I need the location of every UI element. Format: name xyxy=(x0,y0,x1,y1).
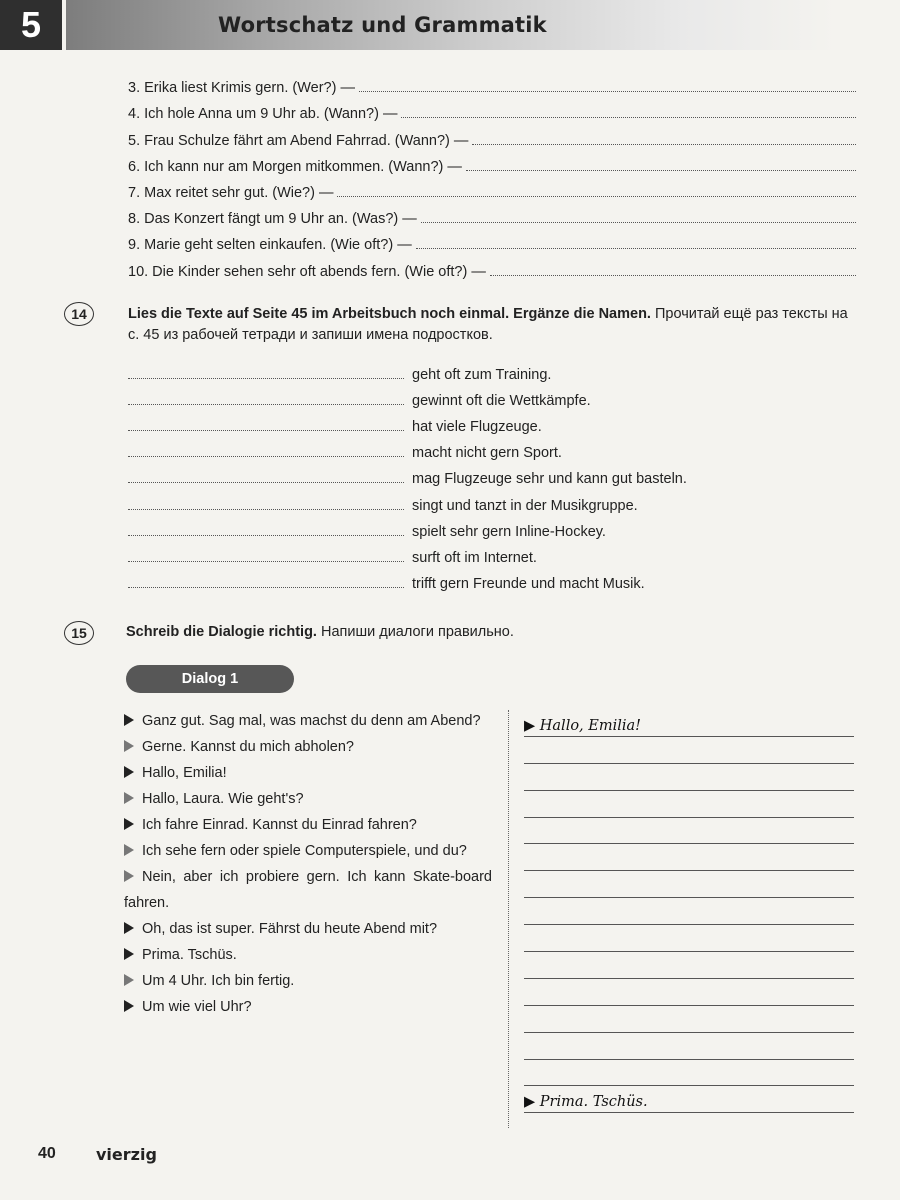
question-text: 4. Ich hole Anna um 9 Uhr ab. (Wann?) — xyxy=(128,106,398,123)
answer-fill-line[interactable] xyxy=(337,196,856,197)
dialog-line xyxy=(124,968,492,994)
name-row xyxy=(128,357,868,383)
answer-write-line[interactable] xyxy=(524,898,854,925)
answer-write-line[interactable] xyxy=(524,979,854,1006)
name-fill-line[interactable] xyxy=(128,482,404,483)
question-text: 8. Das Konzert fängt um 9 Uhr an. (Was?) — xyxy=(128,211,417,228)
name-row xyxy=(128,540,868,566)
dialog-line-text: Ganz gut. Sag mal, was machst du denn am Abend? xyxy=(142,713,481,729)
dialog-line-text: Um 4 Uhr. Ich bin fertig. xyxy=(142,973,295,989)
exercise-13-questions xyxy=(128,70,856,280)
page-header xyxy=(0,0,900,52)
name-row xyxy=(128,461,868,487)
sentence-ending: singt und tanzt in der Musikgruppe. xyxy=(412,497,638,514)
name-fill-line[interactable] xyxy=(128,378,404,379)
question-row xyxy=(128,253,856,279)
question-row xyxy=(128,122,856,148)
dialog-line-text: Hallo, Laura. Wie geht's? xyxy=(142,791,304,807)
speaker-triangle-icon xyxy=(124,740,134,752)
question-text: 9. Marie geht selten einkaufen. (Wie oft?) — xyxy=(128,237,412,254)
answer-write-line[interactable] xyxy=(524,844,854,871)
sentence-ending: gewinnt oft die Wettkämpfe. xyxy=(412,393,591,410)
sentence-ending: macht nicht gern Sport. xyxy=(412,445,562,462)
handwritten-answer: ▶ Prima. Tschüs. xyxy=(524,1094,648,1111)
dialog-line-text: Ich fahre Einrad. Kannst du Einrad fahren? xyxy=(142,817,417,833)
handwritten-answer: ▶ Hallo, Emilia! xyxy=(524,717,641,734)
dialog-1-label: Dialog 1 xyxy=(126,665,294,693)
dialog-line xyxy=(124,942,492,968)
sentence-ending: spielt sehr gern Inline-Hockey. xyxy=(412,523,606,540)
speaker-triangle-icon xyxy=(124,922,134,934)
name-row xyxy=(128,435,868,461)
name-fill-line[interactable] xyxy=(128,456,404,457)
dialog-line-text: Hallo, Emilia! xyxy=(142,765,227,781)
sentence-ending: surft oft im Internet. xyxy=(412,549,537,566)
dialog-line-text: Nein, aber ich probiere gern. Ich kann Skate-board fahren. xyxy=(124,869,492,911)
exercise-14-instruction-de: Lies die Texte auf Seite 45 im Arbeitsbuch noch einmal. Ergänze die Namen. xyxy=(128,306,651,322)
name-fill-line[interactable] xyxy=(128,430,404,431)
answer-write-line[interactable] xyxy=(524,710,854,737)
name-fill-line[interactable] xyxy=(128,404,404,405)
name-fill-line[interactable] xyxy=(128,535,404,536)
sentence-ending: geht oft zum Training. xyxy=(412,367,552,384)
name-row xyxy=(128,409,868,435)
speaker-triangle-icon xyxy=(124,818,134,830)
exercise-14-name-list xyxy=(128,357,868,592)
dialog-1-answer-lines xyxy=(524,710,854,1113)
dialog-line-text: Ich sehe fern oder spiele Computerspiele, und du? xyxy=(142,843,467,859)
exercise-15-instruction-de: Schreib die Dialogie richtig. xyxy=(126,624,317,640)
speaker-triangle-icon xyxy=(124,714,134,726)
exercise-15-instruction xyxy=(126,622,854,643)
sentence-ending: trifft gern Freunde und macht Musik. xyxy=(412,575,645,592)
speaker-triangle-icon xyxy=(124,766,134,778)
name-fill-line[interactable] xyxy=(128,561,404,562)
dialog-line xyxy=(124,760,492,786)
question-text: 7. Max reitet sehr gut. (Wie?) — xyxy=(128,184,334,201)
answer-fill-line[interactable] xyxy=(421,222,856,223)
speaker-triangle-icon xyxy=(124,948,134,960)
exercise-14-instruction xyxy=(128,304,856,346)
name-row xyxy=(128,514,868,540)
exercise-14-instruction-ru: Прочитай ещё раз тексты на с. 45 из рабочей тетради и запиши имена подростков. xyxy=(128,306,848,343)
question-text: 5. Frau Schulze fährt am Abend Fahrrad. (Wann?) — xyxy=(128,132,469,149)
answer-write-line[interactable] xyxy=(524,764,854,791)
question-row xyxy=(128,201,856,227)
dialog-line xyxy=(124,786,492,812)
answer-write-line[interactable] xyxy=(524,1060,854,1087)
speaker-triangle-icon xyxy=(124,974,134,986)
name-row xyxy=(128,487,868,513)
section-title: Wortschatz und Grammatik xyxy=(218,13,547,37)
speaker-triangle-icon xyxy=(124,1000,134,1012)
dialog-line xyxy=(124,994,492,1020)
answer-fill-line[interactable] xyxy=(466,170,856,171)
name-row xyxy=(128,566,868,592)
answer-write-line[interactable] xyxy=(524,818,854,845)
answer-fill-line[interactable] xyxy=(490,275,856,276)
sentence-ending: mag Flugzeuge sehr und kann gut basteln. xyxy=(412,471,687,488)
question-row xyxy=(128,96,856,122)
speaker-triangle-icon xyxy=(124,870,134,882)
name-fill-line[interactable] xyxy=(128,587,404,588)
dialog-line-text: Um wie viel Uhr? xyxy=(142,999,252,1015)
exercise-15-number: 15 xyxy=(64,621,94,645)
dialog-line-text: Prima. Tschüs. xyxy=(142,947,237,963)
dialog-line xyxy=(124,708,492,734)
question-text: 6. Ich kann nur am Morgen mitkommen. (Wann?) — xyxy=(128,158,462,175)
speaker-triangle-icon xyxy=(124,844,134,856)
dialog-line xyxy=(124,916,492,942)
answer-write-line[interactable] xyxy=(524,1033,854,1060)
dialog-line xyxy=(124,864,492,916)
section-title-bar xyxy=(66,0,836,50)
question-text: 10. Die Kinder sehen sehr oft abends fern. (Wie oft?) — xyxy=(128,263,486,280)
answer-fill-line[interactable] xyxy=(401,117,856,118)
speaker-triangle-icon xyxy=(124,792,134,804)
dialog-line-text: Oh, das ist super. Fährst du heute Abend mit? xyxy=(142,921,438,937)
answer-write-line[interactable] xyxy=(524,1006,854,1033)
answer-fill-line[interactable] xyxy=(416,248,856,249)
dialog-line xyxy=(124,812,492,838)
exercise-15-instruction-ru: Напиши диалоги правильно. xyxy=(321,624,514,640)
dialog-line xyxy=(124,838,492,864)
sentence-ending: hat viele Flugzeuge. xyxy=(412,419,542,436)
answer-write-line[interactable] xyxy=(524,952,854,979)
answer-write-line[interactable] xyxy=(524,791,854,818)
answer-fill-line[interactable] xyxy=(359,91,856,92)
dialog-1-scrambled-lines xyxy=(124,708,492,1020)
answer-write-line[interactable] xyxy=(524,925,854,952)
name-fill-line[interactable] xyxy=(128,509,404,510)
answer-write-line[interactable] xyxy=(524,1086,854,1113)
question-row xyxy=(128,175,856,201)
question-text: 3. Erika liest Krimis gern. (Wer?) — xyxy=(128,80,355,97)
dialog-line xyxy=(124,734,492,760)
exercise-14-number: 14 xyxy=(64,302,94,326)
page-number: 40 xyxy=(38,1145,56,1162)
dialog-column-divider xyxy=(508,710,509,1128)
question-row xyxy=(128,227,856,253)
answer-write-line[interactable] xyxy=(524,737,854,764)
question-row xyxy=(128,149,856,175)
question-row xyxy=(128,70,856,96)
dialog-line-text: Gerne. Kannst du mich abholen? xyxy=(142,739,354,755)
name-row xyxy=(128,383,868,409)
page-number-word: vierzig xyxy=(96,1145,157,1164)
answer-fill-line[interactable] xyxy=(472,144,856,145)
unit-number-badge: 5 xyxy=(0,0,62,50)
answer-write-line[interactable] xyxy=(524,871,854,898)
